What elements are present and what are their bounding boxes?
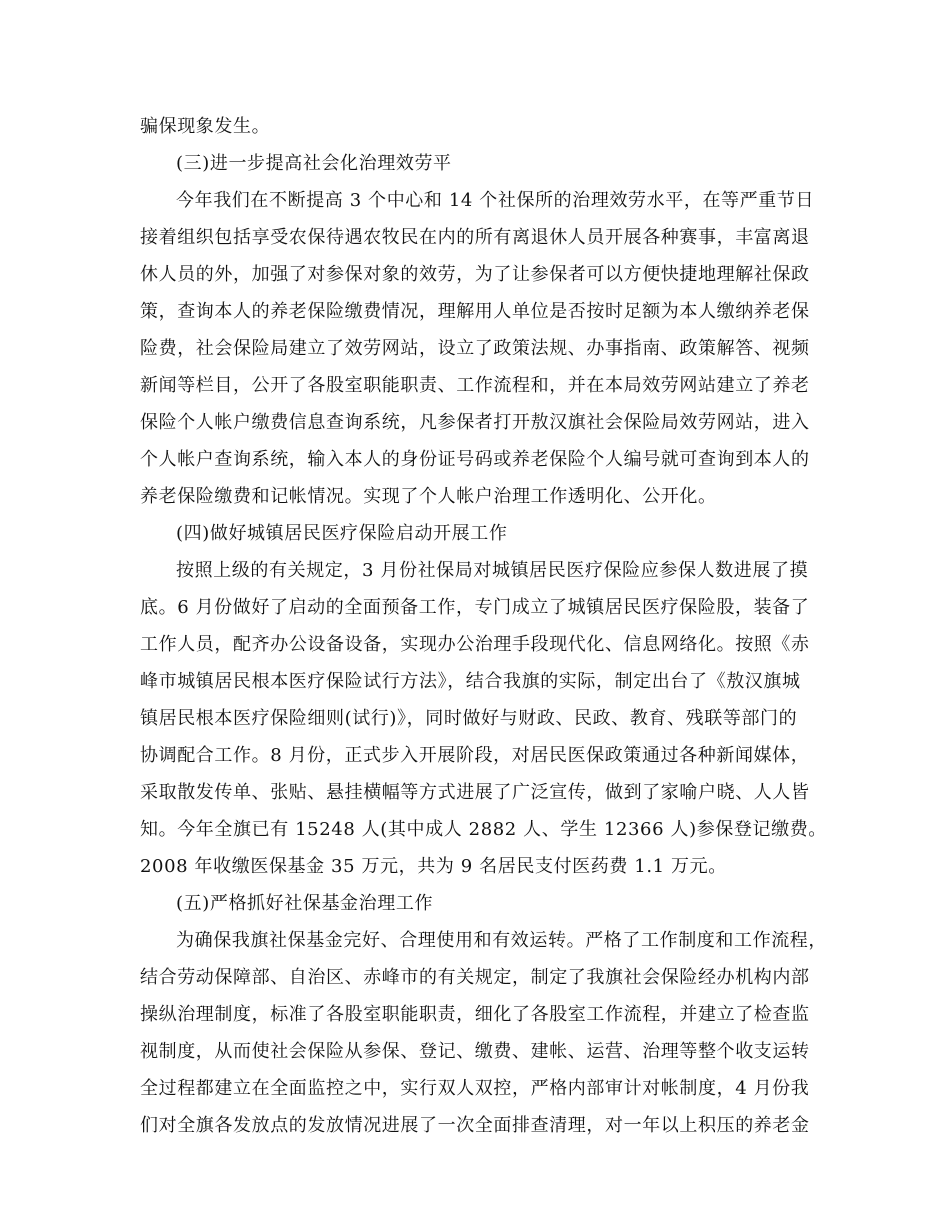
text-line: 镇居民根本医疗保险细则(试行)》，同时做好与财政、民政、教育、残联等部门的 bbox=[140, 708, 798, 729]
paragraph-first-line: 今年我们在不断提高 3 个中心和 14 个社保所的治理效劳水平，在等严重节日 bbox=[176, 190, 815, 211]
text-line: 全过程都建立在全面监控之中，实行双人双控，严格内部审计对帐制度，4 月份我 bbox=[140, 1078, 810, 1099]
text-line: 峰市城镇居民根本医疗保险试行方法》，结合我旗的实际，制定出台了《敖汉旗城 bbox=[140, 671, 801, 692]
text-line: 休人员的外，加强了对参保对象的效劳，为了让参保者可以方便快捷地理解社保政 bbox=[140, 264, 810, 285]
text-line: 协调配合工作。8 月份，正式步入开展阶段，对居民医保政策通过各种新闻媒体， bbox=[140, 745, 810, 766]
text-line: 养老保险缴费和记帐情况。实现了个人帐户治理工作透明化、公开化。 bbox=[140, 486, 717, 507]
text-line: 保险个人帐户缴费信息查询系统，凡参保者打开敖汉旗社会保险局效劳网站，进入 bbox=[140, 412, 810, 433]
text-line: 个人帐户查询系统，输入本人的身份证号码或养老保险个人编号就可查询到本人的 bbox=[140, 449, 810, 470]
text-line: 策，查询本人的养老保险缴费情况，理解用人单位是否按时足额为本人缴纳养老保 bbox=[140, 301, 810, 322]
text-line: 采取散发传单、张贴、悬挂横幅等方式进展了广泛宣传，做到了家喻户晓、人人皆 bbox=[140, 782, 810, 803]
text-line: 们对全旗各发放点的发放情况进展了一次全面排查清理，对一年以上积压的养老金 bbox=[140, 1115, 810, 1136]
document-body bbox=[140, 108, 827, 1144]
text-line: 新闻等栏目，公开了各股室职能职责、工作流程和，并在本局效劳网站建立了养老 bbox=[140, 375, 810, 396]
section-heading: (四)做好城镇居民医疗保险启动开展工作 bbox=[176, 523, 508, 544]
text-line: 骗保现象发生。 bbox=[140, 116, 271, 137]
section-heading: (三)进一步提高社会化治理效劳平 bbox=[176, 153, 452, 174]
paragraph-first-line: 为确保我旗社保基金完好、合理使用和有效运转。严格了工作制度和工作流程， bbox=[176, 930, 827, 951]
text-line: 操纵治理制度，标准了各股室职能职责，细化了各股室工作流程，并建立了检查监 bbox=[140, 1004, 810, 1025]
text-line: 知。今年全旗已有 15248 人(其中成人 2882 人、学生 12366 人)参保登记缴费。 bbox=[140, 819, 827, 840]
text-line: 结合劳动保障部、自治区、赤峰市的有关规定，制定了我旗社会保险经办机构内部 bbox=[140, 967, 810, 988]
text-line: 工作人员，配齐办公设备设备，实现办公治理手段现代化、信息网络化。按照《赤 bbox=[140, 634, 810, 655]
text-line: 险费，社会保险局建立了效劳网站，设立了政策法规、办事指南、政策解答、视频 bbox=[140, 338, 810, 359]
text-line: 接着组织包括享受农保待遇农牧民在内的所有离退休人员开展各种赛事，丰富离退 bbox=[140, 227, 810, 248]
text-line: 视制度，从而使社会保险从参保、登记、缴费、建帐、运营、治理等整个收支运转 bbox=[140, 1041, 810, 1062]
text-line: 底。6 月份做好了启动的全面预备工作，专门成立了城镇居民医疗保险股，装备了 bbox=[140, 597, 810, 618]
section-heading: (五)严格抓好社保基金治理工作 bbox=[176, 893, 434, 914]
text-line: 2008 年收缴医保基金 35 万元，共为 9 名居民支付医药费 1.1 万元。 bbox=[140, 856, 727, 877]
paragraph-first-line: 按照上级的有关规定，3 月份社保局对城镇居民医疗保险应参保人数进展了摸 bbox=[176, 560, 809, 581]
